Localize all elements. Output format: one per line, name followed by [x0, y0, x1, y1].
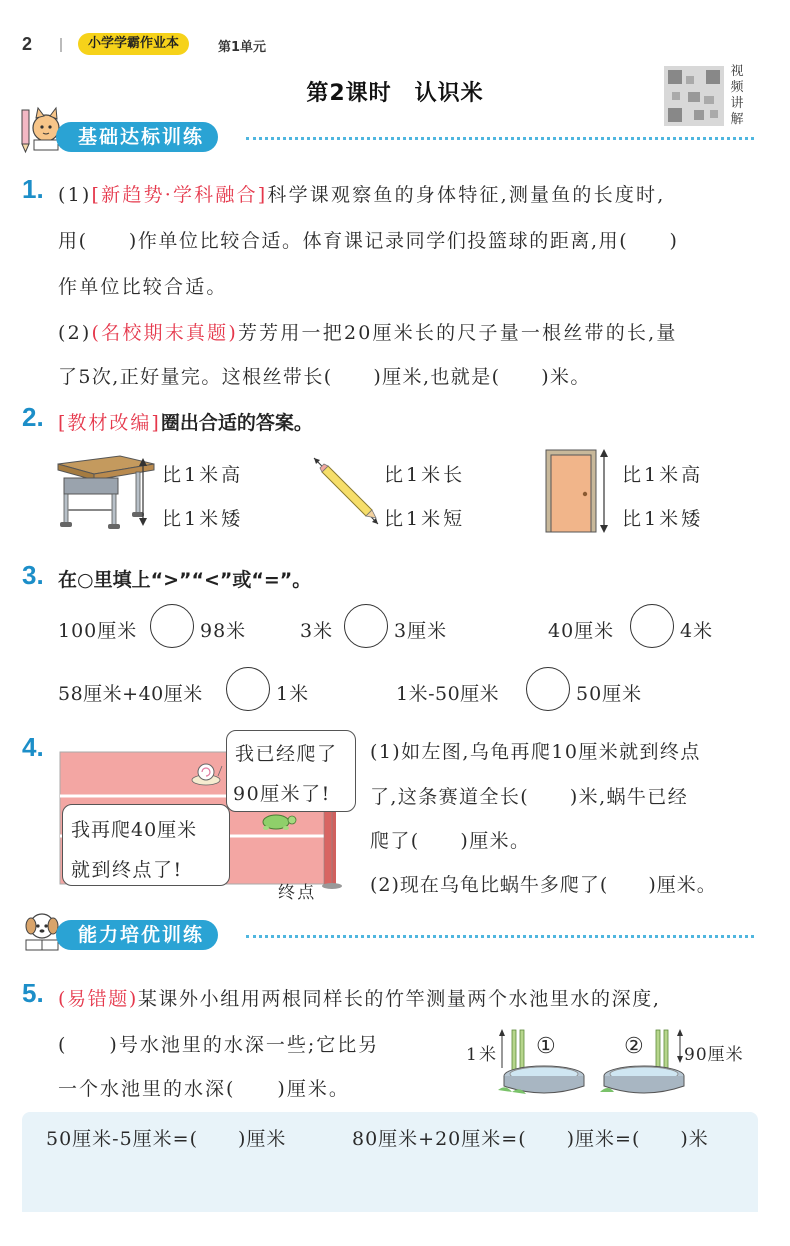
compare-left: 1米-50厘米 — [396, 683, 500, 705]
page-number: 2 — [22, 34, 33, 54]
pool1-measure-label: 1米 — [466, 1045, 499, 1065]
q1-line3: 作单位比较合适。 — [58, 276, 228, 298]
q4-line1: (1)如左图,乌龟再爬10厘米就到终点 — [370, 741, 701, 763]
q1-part-label: (2) — [58, 322, 92, 344]
compare-left: 58厘米+40厘米 — [58, 683, 203, 705]
pool2-illustration — [600, 1028, 696, 1098]
video-label-char: 讲 — [730, 96, 744, 111]
q4-line2: 了,这条赛道全长( )米,蜗牛已经 — [370, 786, 689, 808]
door-illustration-icon — [542, 448, 612, 534]
pool1-illustration — [496, 1028, 592, 1098]
video-label-char: 视 — [730, 64, 744, 79]
compare-left: 3米 — [300, 620, 334, 642]
q1-line2: 用( )作单位比较合适。体育课记录同学们投篮球的距离,用( ) — [58, 230, 679, 252]
pool1-label: ① — [536, 1034, 558, 1059]
lesson-title: 第2课时 认识米 — [306, 81, 484, 106]
qr-code-icon[interactable] — [664, 66, 724, 126]
compare-circle[interactable] — [344, 604, 388, 648]
measure-arrow-icon — [138, 458, 148, 526]
q1-line5: 了5次,正好量完。这根丝带长( )厘米,也就是( )米。 — [58, 366, 591, 388]
turtle-bubble-line: 就到终点了! — [71, 859, 183, 881]
compare-left: 100厘米 — [58, 620, 138, 642]
q1-line4 — [58, 318, 678, 345]
q1-line1 — [58, 180, 665, 207]
q4-line3: 爬了( )厘米。 — [370, 830, 531, 852]
question-number: 2. — [22, 402, 44, 432]
turtle-bubble-line: 我再爬40厘米 — [71, 819, 198, 841]
q2-text: 圈出合适的答案。 — [160, 412, 313, 434]
section-header-advanced: 能力培优训练 — [56, 920, 218, 950]
calc-item-2: 80厘米+20厘米=( )厘米=( )米 — [352, 1128, 709, 1150]
video-label-char: 频 — [730, 80, 744, 95]
video-label-char: 解 — [730, 112, 744, 127]
option-shorter-door[interactable]: 比1米矮 — [622, 508, 704, 530]
q4-line4: (2)现在乌龟比蜗牛多爬了( )厘米。 — [370, 874, 717, 896]
question-number: 1. — [22, 174, 44, 204]
q5-text: 某课外小组用两根同样长的竹竿测量两个水池里水的深度, — [137, 988, 661, 1010]
pencil-illustration-icon — [310, 454, 382, 528]
q1-text: 芳芳用一把20厘米长的尺子量一根丝带的长,量 — [237, 322, 678, 344]
q5-line3: 一个水池里的水深( )厘米。 — [58, 1078, 350, 1100]
snail-bubble-line: 90厘米了! — [233, 783, 331, 805]
q1-tag: (名校期末真题) — [91, 322, 238, 344]
compare-circle[interactable] — [226, 667, 270, 711]
snail-speech-bubble — [226, 730, 356, 812]
pencil-cat-icon — [18, 104, 62, 154]
book-name-badge: 小学学霸作业本 — [78, 33, 189, 55]
question-number: 4. — [22, 732, 44, 762]
q5-line1 — [58, 984, 660, 1011]
video-lecture-label — [728, 64, 746, 128]
option-taller[interactable]: 比1米高 — [162, 464, 244, 486]
compare-circle[interactable] — [630, 604, 674, 648]
q3-heading: 在○里填上“>”“<”或“=”。 — [58, 569, 312, 591]
q5-line2: ( )号水池里的水深一些;它比另 — [58, 1034, 380, 1056]
question-number: 5. — [22, 978, 44, 1008]
snail-bubble-line: 我已经爬了 — [235, 743, 338, 765]
finish-line-label: 终点 — [278, 883, 317, 903]
option-shorter[interactable]: 比1米矮 — [162, 508, 244, 530]
compare-right: 3厘米 — [394, 620, 448, 642]
q5-tag: (易错题) — [58, 988, 138, 1010]
section-dotted-line — [246, 935, 754, 938]
compare-right: 50厘米 — [576, 683, 643, 705]
compare-circle[interactable] — [150, 604, 194, 648]
option-taller-door[interactable]: 比1米高 — [622, 464, 704, 486]
option-shorter-length[interactable]: 比1米短 — [384, 508, 466, 530]
section-header-basic: 基础达标训练 — [56, 122, 218, 152]
compare-right: 98米 — [200, 620, 247, 642]
q1-part-label: (1) — [58, 184, 92, 206]
turtle-speech-bubble — [62, 804, 230, 886]
pool2-label: ② — [624, 1034, 646, 1059]
section-dotted-line — [246, 137, 754, 140]
pool2-measure-label: 90厘米 — [684, 1045, 744, 1065]
calc-item-1: 50厘米-5厘米=( )厘米 — [46, 1128, 287, 1150]
q1-text: 科学课观察鱼的身体特征,测量鱼的长度时, — [267, 184, 666, 206]
compare-left: 40厘米 — [548, 620, 615, 642]
header-divider — [60, 38, 62, 52]
q2-tag: [教材改编] — [58, 412, 161, 434]
q1-tag: [新趋势·学科融合] — [91, 184, 268, 206]
question-number: 3. — [22, 560, 44, 590]
compare-circle[interactable] — [526, 667, 570, 711]
option-longer[interactable]: 比1米长 — [384, 464, 466, 486]
q2-heading — [58, 408, 313, 435]
compare-right: 1米 — [276, 683, 310, 705]
unit-label: 第1单元 — [218, 40, 267, 55]
compare-right: 4米 — [680, 620, 714, 642]
